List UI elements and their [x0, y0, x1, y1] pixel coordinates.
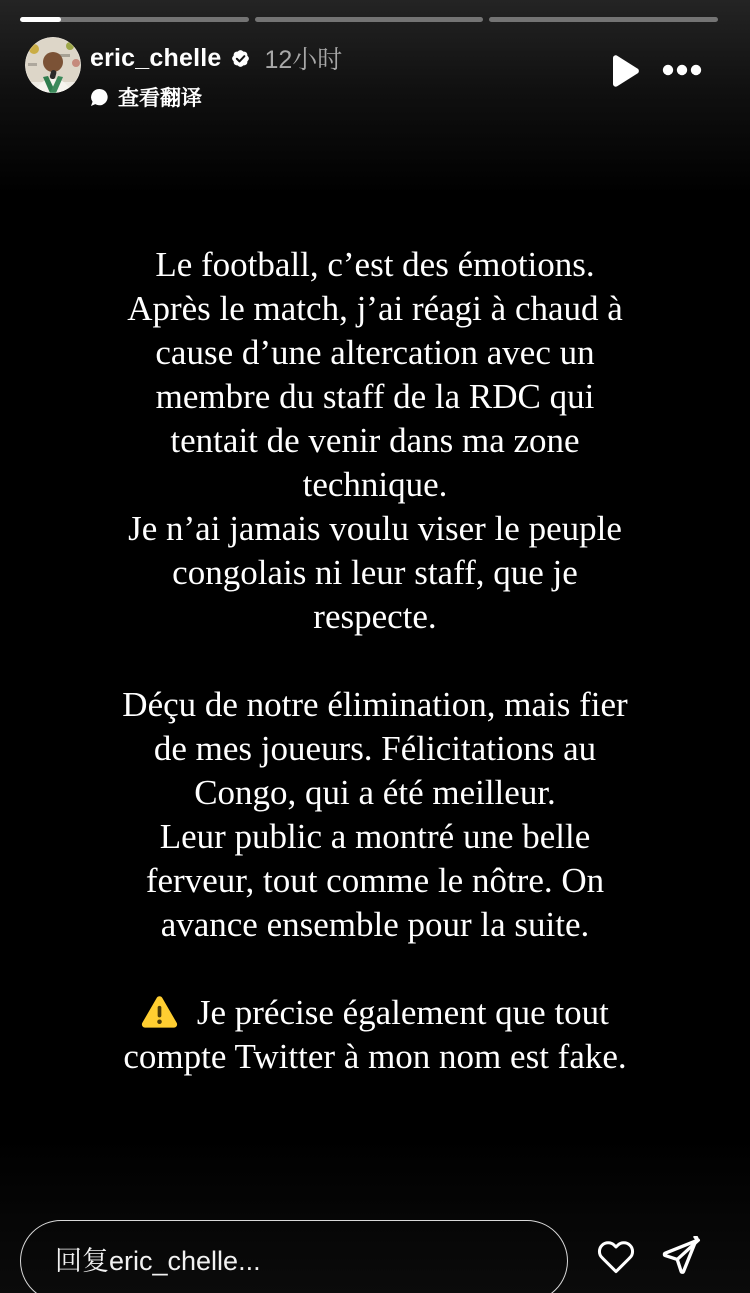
story-line: Déçu de notre élimination, mais fier [122, 685, 628, 724]
header-text [90, 42, 342, 112]
paper-plane-icon [659, 1236, 703, 1278]
play-icon [610, 54, 640, 88]
story-line: technique. [302, 465, 448, 504]
story-line: Leur public a montré une belle [159, 817, 591, 856]
story-line: membre du staff de la RDC qui [155, 377, 595, 416]
speech-bubble-icon [90, 88, 109, 107]
story-line: tentait de venir dans ma zone [170, 421, 580, 460]
story-line: Après le match, j’ai réagi à chaud à [127, 289, 623, 328]
heart-icon [596, 1238, 636, 1276]
warning-icon [141, 995, 178, 1029]
play-pause-button[interactable] [610, 54, 640, 88]
story-line: Je précise également que tout [40, 991, 710, 1035]
story-line: Congo, qui a été meilleur. [194, 773, 556, 812]
story-progress-bar [20, 17, 718, 22]
story-line: compte Twitter à mon nom est fake. [123, 1037, 627, 1076]
story-line: Je n’ai jamais voulu viser le peuple [128, 509, 622, 548]
see-translation-label: 查看翻译 [118, 87, 202, 110]
progress-segment[interactable] [489, 17, 718, 22]
three-dots-icon [662, 64, 702, 76]
story-line: avance ensemble pour la suite. [160, 905, 590, 944]
username[interactable]: eric_chelle [90, 43, 222, 72]
progress-segment-fill [20, 17, 61, 22]
story-line: ferveur, tout comme le nôtre. On [145, 861, 605, 900]
like-button[interactable] [596, 1238, 636, 1276]
more-options-button[interactable] [662, 64, 702, 76]
share-button[interactable] [659, 1236, 703, 1278]
reply-input[interactable] [21, 1221, 567, 1293]
see-translation-button[interactable] [90, 82, 342, 112]
reply-input-pill [20, 1220, 568, 1293]
story-line: respecte. [313, 597, 437, 636]
avatar[interactable] [25, 37, 81, 93]
progress-segment[interactable] [20, 17, 249, 22]
story-line: Le football, c’est des émotions. [155, 245, 595, 284]
verified-badge-icon [230, 48, 251, 69]
story-line: de mes joueurs. Félicitations au [153, 729, 597, 768]
story-timestamp: 12小时 [264, 46, 343, 74]
story-text [0, 243, 750, 1079]
story-paragraph [40, 991, 710, 1079]
story-line: cause d’une altercation avec un [155, 333, 595, 372]
story-paragraph [40, 683, 710, 947]
avatar-photo [25, 37, 81, 93]
story-paragraph [40, 243, 710, 639]
story-line: congolais ni leur staff, que je [172, 553, 578, 592]
progress-segment[interactable] [255, 17, 484, 22]
